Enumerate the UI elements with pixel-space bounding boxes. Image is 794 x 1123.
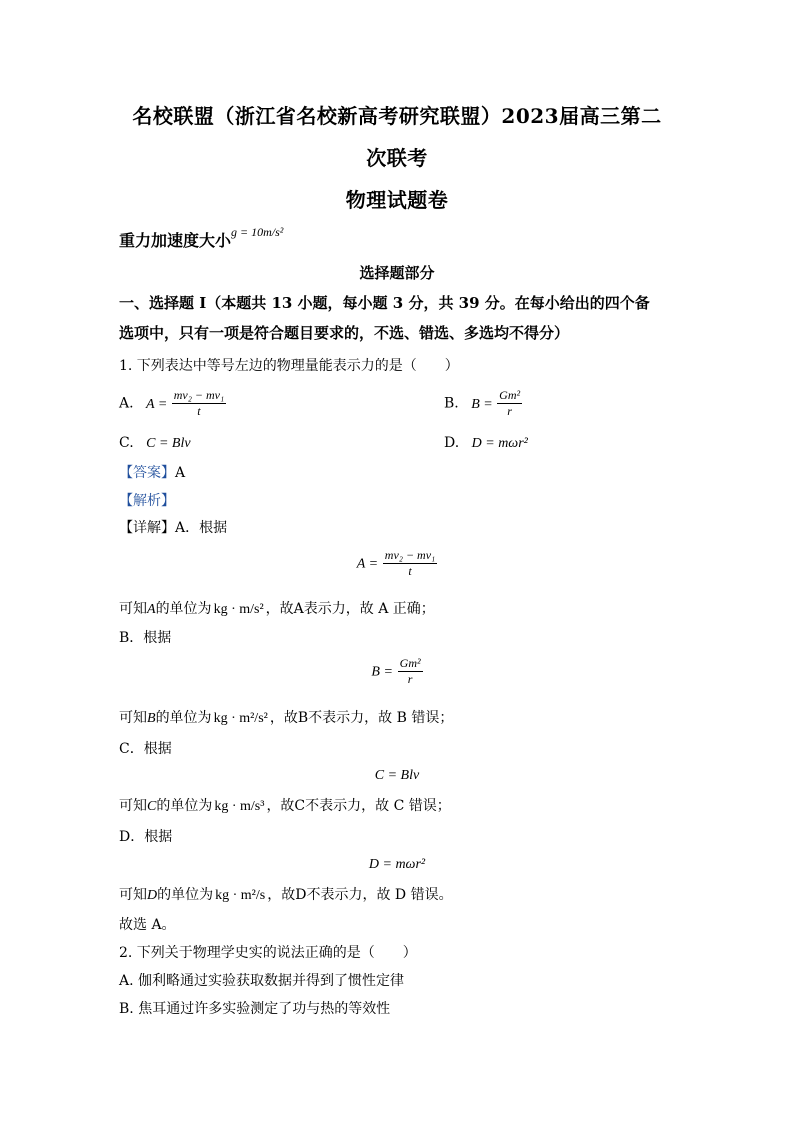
q1-option-c xyxy=(119,435,191,452)
conclusion-c-var: C xyxy=(147,799,157,814)
conclusion-b-var: B xyxy=(147,711,156,726)
equation-b xyxy=(60,656,734,687)
conclusion-c-pre: 可知 xyxy=(119,798,147,814)
detail-b: B．根据 xyxy=(119,630,172,646)
gravity-prefix: 重力加速度大小 xyxy=(119,231,232,250)
section-intro-line1: 一、选择题 I（本题共 13 小题，每小题 3 分，共 39 分。在每小给出的四个备 xyxy=(119,294,650,312)
option-a-lhs: A = xyxy=(146,396,168,412)
equation-b-fraction xyxy=(398,656,423,687)
q2-option-a: A. 伽利略通过实验获取数据并得到了惯性定律 xyxy=(119,973,405,989)
option-b-denominator: r xyxy=(507,404,512,418)
conclusion-a-var: A xyxy=(147,602,156,617)
equation-c xyxy=(60,765,734,784)
gravity-note xyxy=(119,225,284,251)
detail-a xyxy=(119,517,227,537)
answer-tag: 【答案】 xyxy=(119,465,175,481)
section-intro-line2: 选项中，只有一项是符合题目要求的，不选、错选、多选均不得分） xyxy=(119,324,570,342)
equation-d-expr: D = mωr² xyxy=(368,857,426,872)
exam-title-line1: 名校联盟（浙江省名校新高考研究联盟）2023届高三第二 xyxy=(132,104,662,128)
equation-a-lhs: A = xyxy=(356,556,379,572)
conclusion-b-mid: 的单位为 xyxy=(155,710,212,726)
conclusion-d-var: D xyxy=(147,888,158,903)
conclusion-b-post: ，故B不表示力，故 B 错误； xyxy=(269,710,454,726)
equation-a xyxy=(60,548,734,579)
conclusion-a-unit: kg · m/s² xyxy=(213,602,264,617)
q1-option-a xyxy=(119,388,226,419)
conclusion-b-pre: 可知 xyxy=(119,710,147,726)
answer-value: A xyxy=(175,465,186,481)
conclusion-d-pre: 可知 xyxy=(119,887,147,903)
q1-option-d xyxy=(444,435,528,452)
conclusion-b-unit: kg · m²/s² xyxy=(213,711,268,726)
conclusion-c xyxy=(119,795,451,815)
option-a-denominator: t xyxy=(197,404,201,418)
option-b-label: B. xyxy=(444,395,459,412)
conclusion-d-mid: 的单位为 xyxy=(157,887,214,903)
section-heading: 选择题部分 xyxy=(359,264,435,282)
gravity-formula: g = 10m/s² xyxy=(231,225,284,240)
final-choice: 故选 A。 xyxy=(119,917,176,933)
detail-d: D．根据 xyxy=(119,829,173,845)
conclusion-a-mid: 的单位为 xyxy=(155,601,212,617)
option-a-numerator: mv₂ − mv₁ xyxy=(173,388,225,402)
conclusion-a-post: ，故A表示力，故 A 正确； xyxy=(265,601,435,617)
equation-a-denominator: t xyxy=(408,564,412,578)
q1-answer xyxy=(119,462,185,482)
equation-d xyxy=(60,854,734,873)
option-b-lhs: B = xyxy=(471,396,493,412)
conclusion-d xyxy=(119,884,453,904)
detail-a-text: A．根据 xyxy=(175,520,228,536)
option-a-label: A. xyxy=(119,395,134,412)
option-d-expr: D = mωr² xyxy=(471,436,528,451)
equation-b-lhs: B = xyxy=(371,664,393,680)
option-a-fraction xyxy=(172,388,226,419)
detail-c: C．根据 xyxy=(119,741,172,757)
conclusion-c-unit: kg · m/s³ xyxy=(214,799,265,814)
option-c-label: C. xyxy=(119,435,134,451)
equation-c-expr: C = Blv xyxy=(374,768,420,783)
q1-stem: 1. 下列表达中等号左边的物理量能表示力的是（ ） xyxy=(119,358,459,374)
conclusion-b xyxy=(119,707,453,727)
exam-title-line2: 次联考 xyxy=(366,146,428,170)
option-c-expr: C = Blv xyxy=(146,436,191,451)
conclusion-c-mid: 的单位为 xyxy=(156,798,213,814)
option-d-label: D. xyxy=(444,435,460,451)
option-b-fraction xyxy=(497,388,522,419)
conclusion-a xyxy=(119,598,435,618)
q2-option-b: B. 焦耳通过许多实验测定了功与热的等效性 xyxy=(119,1001,391,1017)
conclusion-a-pre: 可知 xyxy=(119,601,147,617)
exam-subtitle: 物理试题卷 xyxy=(345,188,449,212)
conclusion-d-post: ，故D不表示力，故 D 错误。 xyxy=(267,887,453,903)
conclusion-c-post: ，故C不表示力，故 C 错误； xyxy=(266,798,451,814)
option-b-numerator: Gm² xyxy=(499,388,521,402)
q2-stem: 2. 下列关于物理学史实的说法正确的是（ ） xyxy=(119,945,417,961)
conclusion-d-unit: kg · m²/s xyxy=(215,888,266,903)
equation-a-fraction xyxy=(383,548,437,579)
equation-a-numerator: mv₂ − mv₁ xyxy=(384,548,436,562)
analysis-tag: 【解析】 xyxy=(119,493,175,509)
detail-tag: 【详解】 xyxy=(119,520,175,536)
equation-b-denominator: r xyxy=(407,672,413,686)
q1-option-b xyxy=(444,388,522,419)
equation-b-numerator: Gm² xyxy=(399,656,421,670)
